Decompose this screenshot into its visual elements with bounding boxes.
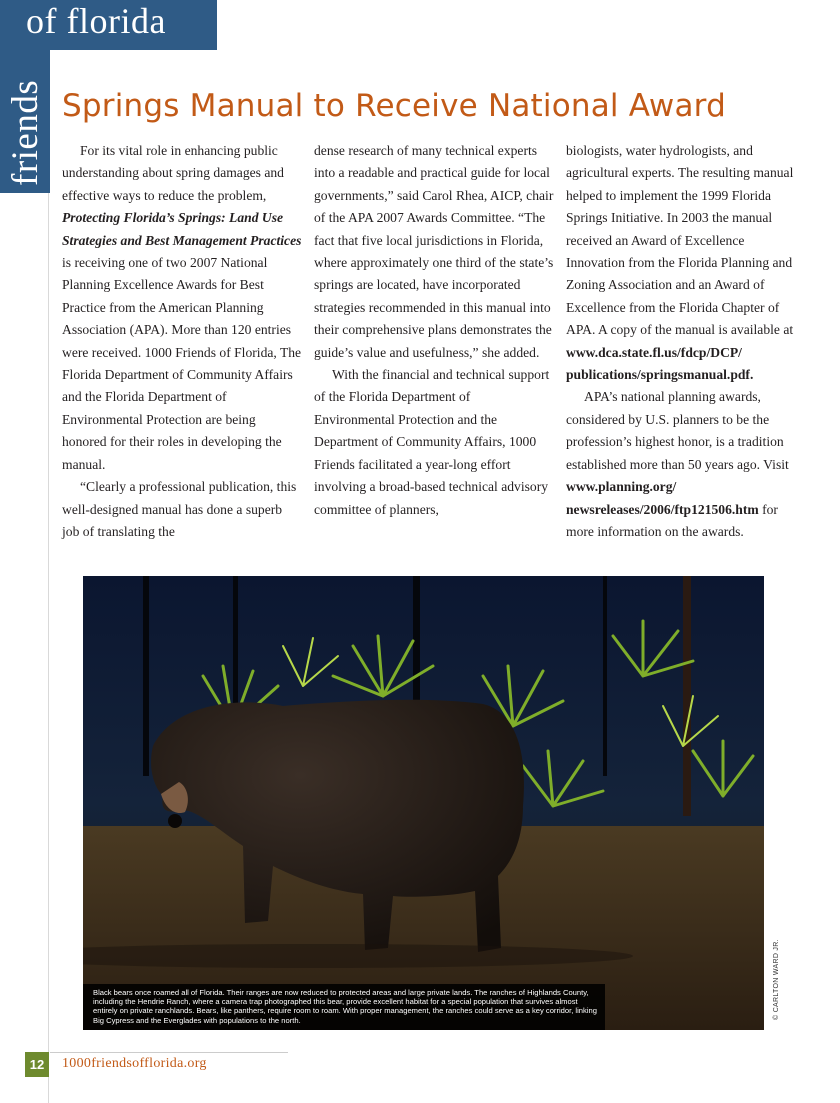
awards-url-link[interactable]: www.planning.org/ newsreleases/2006/ftp121506.htm xyxy=(566,479,759,517)
column-3 xyxy=(566,140,806,543)
page-number: 12 xyxy=(25,1052,49,1077)
article-title: Springs Manual to Receive National Award xyxy=(62,88,726,124)
column-1 xyxy=(62,140,302,543)
col2-paragraph-1: dense research of many technical experts into a readable and practical guide for local governments,” said Carol Rhea, AICP, chair of the APA 2007 Awards Committee. “The fact that five local jurisdictions in Florida, where approximately one third of the state’s springs are located, have incorporated strategies recommended in this manual into their comprehensive plans demonstrates the guide’s value and usefulness,” she added. xyxy=(314,143,554,360)
bear-scene-image xyxy=(83,576,764,1030)
col3-paragraph-1 xyxy=(566,140,806,386)
col3-paragraph-2 xyxy=(566,386,806,543)
brand-friends-vertical: friends xyxy=(5,79,46,186)
website-link[interactable]: 1000friendsofflorida.org xyxy=(62,1056,207,1071)
col3-p1-text: biologists, water hydrologists, and agricultural experts. The resulting manual helped to implement the 1999 Florida Springs Initiative. In 2003 the manual received an Award of Excellence Innovation from the Florida Planning and Zoning Association and an Award of Excellence from the Florida Chapter of APA. A copy of the manual is available at xyxy=(566,143,794,338)
photo-credit: © CARLTON WARD JR. xyxy=(773,939,780,1020)
margin-rule xyxy=(48,193,49,1103)
bear-photo xyxy=(83,576,764,1030)
footer-rule xyxy=(50,1052,288,1053)
manual-url-link[interactable]: www.dca.state.fl.us/fdcp/DCP/ publications/springsmanual.pdf. xyxy=(566,344,754,383)
col1-paragraph-1 xyxy=(62,140,302,476)
col2-paragraph-2: With the financial and technical support of the Florida Department of Environmental Protection and the Department of Community Affairs, 1000 Friends facilitated a year-long effort involving a broad-based technical advisory committee of planners, xyxy=(314,367,550,517)
manual-title: Protecting Florida’s Springs: Land Use Strategies and Best Management Practices xyxy=(62,210,302,248)
photo-caption: Black bears once roamed all of Florida. Their ranges are now reduced to protected areas and large private lands. The ranches of Highlands County, including the Hendrie Ranch, where a camera trap photographed this bear, provide excellent habitat for a special population that survives almost entirely on private ranchlands. Bears, like panthers, require room to roam. With proper management, the ranches could serve as a key corridor, linking Big Cypress and the Everglades with populations to the north. xyxy=(83,984,605,1030)
col3-p2-text-a: APA’s national planning awards, considered by U.S. planners to be the profession’s highest honor, is a tradition established more than 50 years ago. Visit xyxy=(566,389,789,472)
brand-bar xyxy=(0,0,217,50)
col1-p1-text-a: For its vital role in enhancing public understanding about spring damages and effective ways to reduce the problem, xyxy=(62,143,284,203)
col1-paragraph-2: “Clearly a professional publication, this well-designed manual has done a superb job of translating the xyxy=(62,479,297,539)
col1-p1-text-c: is receiving one of two 2007 National Planning Excellence Awards for Best Practice from the American Planning Association (APA). More than 120 entries were received. 1000 Friends of Florida, The Florida Department of Community Affairs and the Florida Department of Environmental Protection are being honored for their roles in developing the manual. xyxy=(62,255,302,472)
column-2 xyxy=(314,140,554,521)
col3-p2-text-c: for more information on the awards. xyxy=(566,501,778,539)
brand-of-florida: of florida xyxy=(26,1,166,41)
